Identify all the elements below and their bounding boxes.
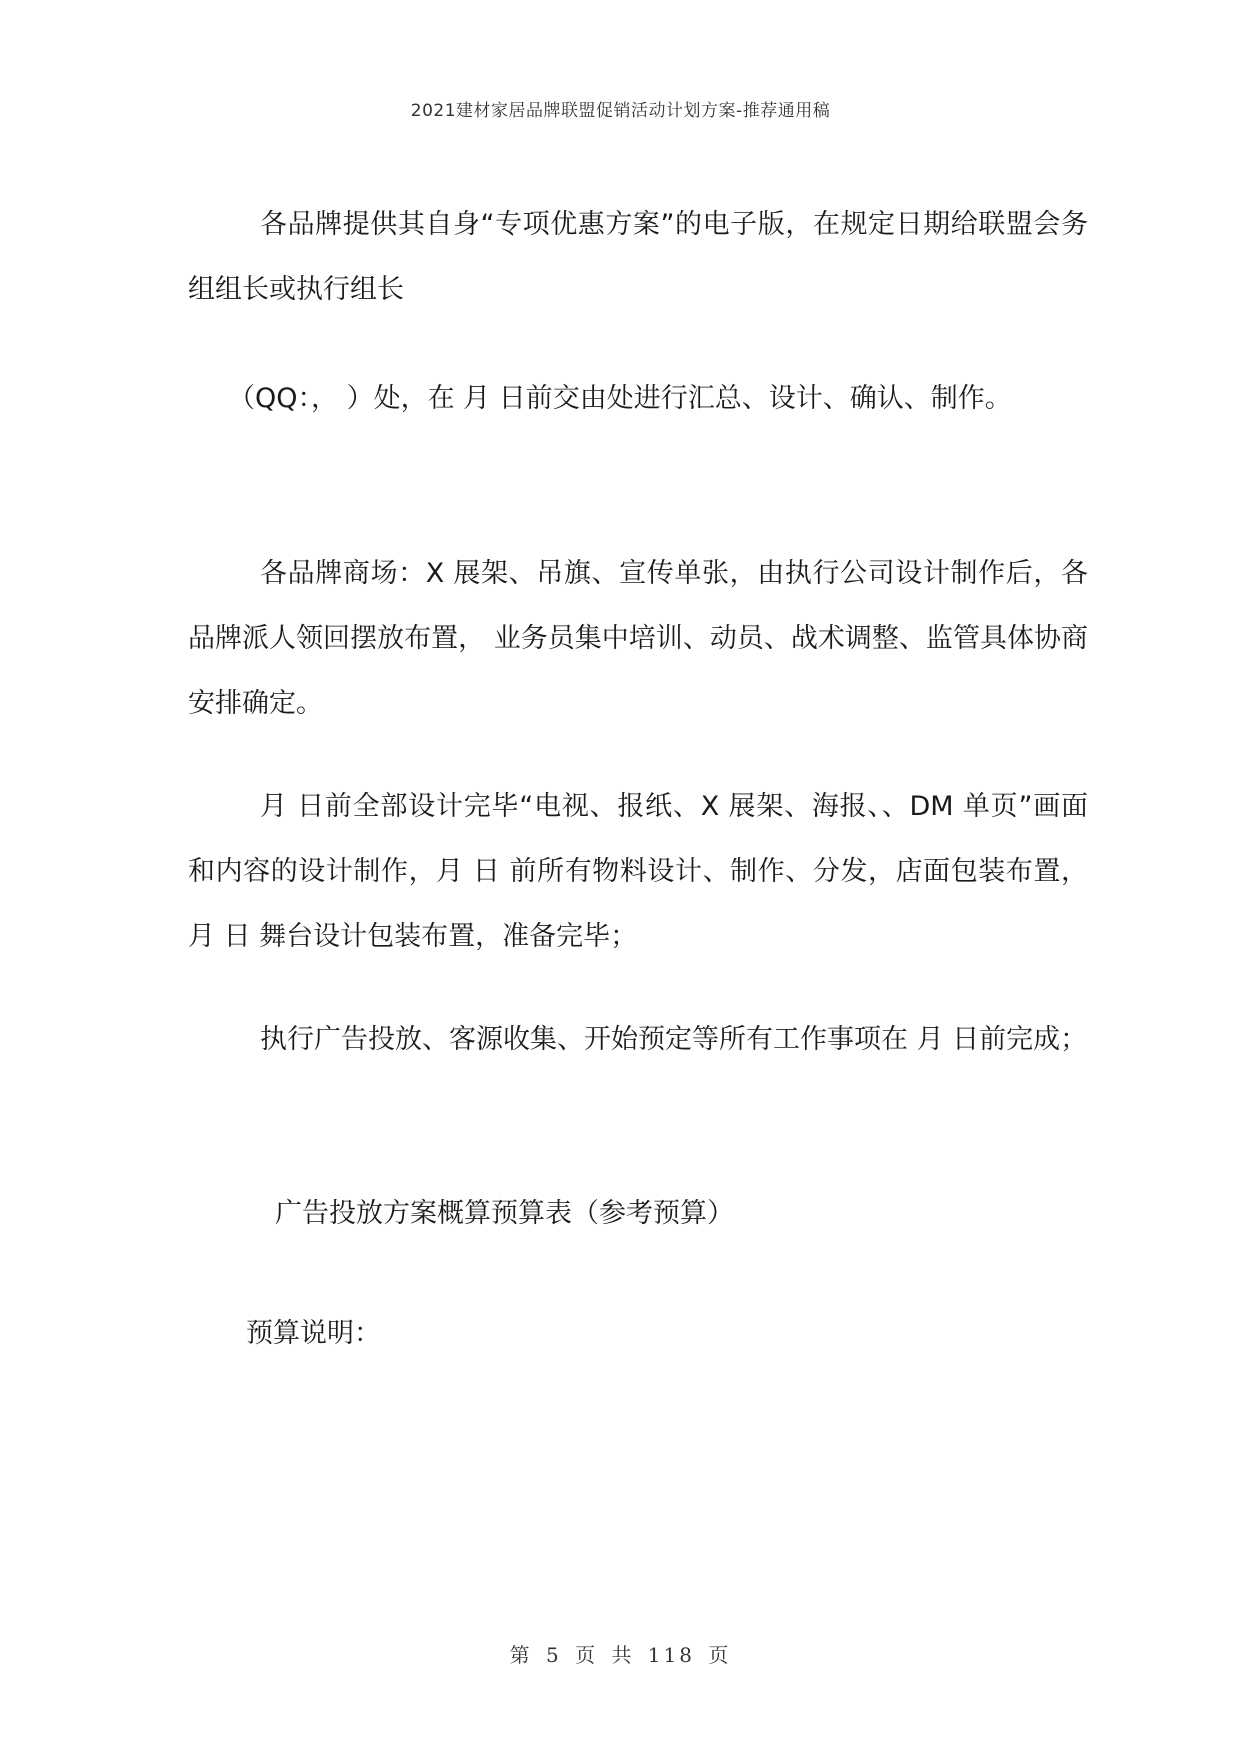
budget-label: 预算说明： xyxy=(246,1318,381,1349)
section-title: 广告投放方案概算预算表（参考预算） xyxy=(275,1198,734,1229)
page-number-footer: 第 5 页 共 118 页 xyxy=(509,1643,732,1667)
paragraph-qq-submission: （QQ：， ）处，在 月 日前交由处进行汇总、设计、确认、制作。 xyxy=(228,383,1012,414)
paragraph-ad-execution: 执行广告投放、客源收集、开始预定等所有工作事项在 月 日前完成； xyxy=(260,1024,1088,1055)
paragraph-store-materials: 各品牌商场：X 展架、吊旗、宣传单张，由执行公司设计制作后，各品牌派人领回摆放布置， 业务员集中培训、动员、战术调整、监管具体协商安排确定。 xyxy=(188,558,1088,719)
paragraph-design-schedule: 月 日前全部设计完毕“电视、报纸、X 展架、海报、、DM 单页”画面和内容的设计制作，月 日 前所有物料设计、制作、分发，店面包装布置， 月 日 舞台设计包装布置，准备完毕； xyxy=(188,791,1088,952)
paragraph-brand-offers: 各品牌提供其自身“专项优惠方案”的电子版，在规定日期给联盟会务组组长或执行组长 xyxy=(188,209,1088,305)
page-header: 2021建材家居品牌联盟促销活动计划方案-推荐通用稿 xyxy=(410,101,831,121)
